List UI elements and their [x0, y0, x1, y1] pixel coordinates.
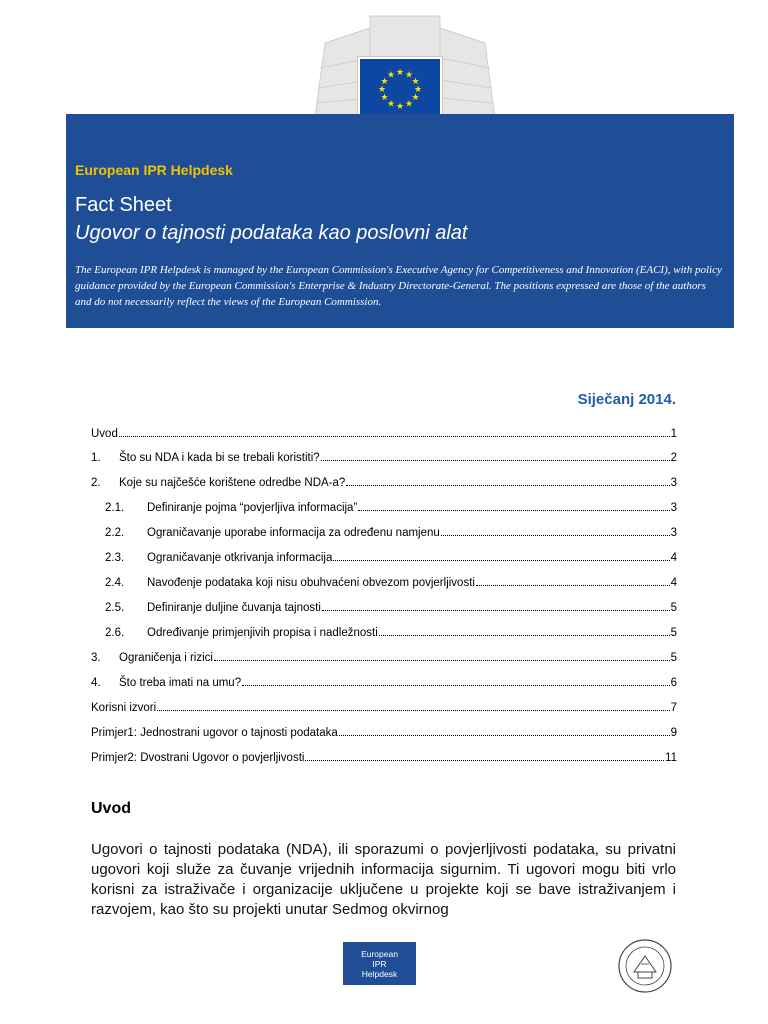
- toc-entry[interactable]: [91, 571, 677, 589]
- toc-page: 1: [670, 428, 677, 440]
- svg-text:★: ★: [395, 67, 405, 77]
- toc-leader: [321, 448, 670, 461]
- toc-leader: [358, 498, 669, 511]
- toc-page: 3: [670, 527, 677, 539]
- toc-entry[interactable]: [91, 696, 677, 714]
- toc-page: 4: [670, 552, 677, 564]
- toc-entry[interactable]: [91, 496, 677, 514]
- helpdesk-title: European IPR Helpdesk: [75, 162, 233, 178]
- toc-title: Koje su najčešće korištene odredbe NDA-a?: [119, 477, 346, 489]
- toc-page: 3: [670, 477, 677, 489]
- toc-number: 2.6.: [105, 627, 125, 639]
- toc-leader: [157, 698, 669, 711]
- toc-number: 2.2.: [105, 527, 125, 539]
- toc-leader: [339, 723, 670, 736]
- toc-entry[interactable]: [91, 521, 677, 539]
- toc-page: 2: [670, 452, 677, 464]
- toc-title: Što su NDA i kada bi se trebali koristiti?: [119, 452, 320, 464]
- toc-entry[interactable]: [91, 721, 677, 739]
- toc-entry[interactable]: [91, 446, 677, 464]
- toc-entry[interactable]: [91, 621, 677, 639]
- fact-sheet-subtitle: Ugovor o tajnosti podataka kao poslovni alat: [75, 222, 468, 244]
- toc-title: Ograničenja i rizici: [119, 652, 213, 664]
- toc-leader: [476, 573, 670, 586]
- toc-leader: [242, 673, 670, 686]
- toc-entry[interactable]: [91, 422, 677, 440]
- toc-number: 2.1.: [105, 502, 125, 514]
- toc-title: Primjer2: Dvostrani Ugovor o povjerljivosti: [91, 752, 305, 764]
- toc-entry[interactable]: [91, 671, 677, 689]
- svg-text:★: ★: [377, 84, 387, 94]
- toc-entry[interactable]: [91, 746, 677, 764]
- toc-leader: [305, 748, 664, 761]
- toc-title: Ograničavanje otkrivanja informacija: [147, 552, 333, 564]
- svg-text:★: ★: [404, 98, 414, 109]
- toc-page: 6: [670, 677, 677, 689]
- svg-text:★: ★: [413, 84, 423, 94]
- toc-page: 5: [670, 627, 677, 639]
- toc-title: Definiranje duljine čuvanja tajnosti: [147, 602, 321, 614]
- toc-number: 1.: [91, 452, 101, 464]
- intro-paragraph: Ugovori o tajnosti podataka (NDA), ili sporazumi o povjerljivosti podataka, su privatni ugovori koji služe za čuvanje vrijednih informacija sigurnim. Ti ugovori mogu biti vrlo korisni za istraživače i organizacije uključene u projekte koji se bave istraživanjem i razvojem, kao što su projekti unutar Sedmog okvirnog: [91, 841, 676, 918]
- toc-number: 2.4.: [105, 577, 125, 589]
- toc-title: Korisni izvori: [91, 702, 157, 714]
- toc-title: Definiranje pojma “povjerljiva informacija”: [147, 502, 358, 514]
- toc-number: 2.: [91, 477, 101, 489]
- ipr-helpdesk-badge: [343, 942, 416, 985]
- university-seal-icon: [616, 938, 674, 994]
- svg-text:★: ★: [386, 98, 396, 109]
- toc-leader: [119, 424, 670, 437]
- toc-page: 5: [670, 652, 677, 664]
- toc-leader: [346, 473, 669, 486]
- toc-leader: [333, 548, 669, 561]
- toc-entry[interactable]: [91, 546, 677, 564]
- toc-page: 3: [670, 502, 677, 514]
- toc-entry[interactable]: [91, 646, 677, 664]
- toc-title: Primjer1: Jednostrani ugovor o tajnosti podataka: [91, 727, 338, 739]
- toc-page: 7: [670, 702, 677, 714]
- fact-sheet-title: Fact Sheet: [75, 194, 172, 216]
- header-banner: [66, 114, 734, 328]
- toc-title: Ograničavanje uporabe informacija za određenu namjenu: [147, 527, 440, 539]
- toc-entry[interactable]: [91, 471, 677, 489]
- toc-entry[interactable]: [91, 596, 677, 614]
- toc-title: Određivanje primjenjivih propisa i nadležnosti: [147, 627, 378, 639]
- toc-page: 9: [670, 727, 677, 739]
- toc-page: 4: [670, 577, 677, 589]
- toc-page: 11: [665, 752, 677, 764]
- document-date: Siječanj 2014.: [577, 391, 676, 408]
- svg-text:★: ★: [386, 69, 396, 80]
- section-heading: Uvod: [91, 800, 131, 817]
- toc-title: Navođenje podataka koji nisu obuhvaćeni obvezom povjerljivosti: [147, 577, 475, 589]
- badge-line1: European: [361, 948, 398, 959]
- toc-number: 2.5.: [105, 602, 125, 614]
- svg-text:★: ★: [380, 92, 389, 102]
- toc-leader: [441, 523, 670, 536]
- toc-page: 5: [670, 602, 677, 614]
- badge-line3: Helpdesk: [361, 968, 398, 979]
- svg-text:★: ★: [380, 76, 389, 86]
- toc-number: 3.: [91, 652, 101, 664]
- eu-flag-icon: [360, 59, 440, 119]
- toc-title: Uvod: [91, 428, 118, 440]
- svg-text:★: ★: [404, 69, 414, 80]
- svg-text:★: ★: [411, 76, 420, 86]
- toc-number: 2.3.: [105, 552, 125, 564]
- svg-text:★: ★: [395, 101, 405, 111]
- toc-number: 4.: [91, 677, 101, 689]
- badge-line2: IPR: [372, 958, 387, 969]
- toc-leader: [322, 598, 670, 611]
- disclaimer-note: The European IPR Helpdesk is managed by the European Commission's Executive Agency for Competitiveness and Innovation (EACI), with policy guidance provided by the European Commission's Enterprise & Industry Directorate-General. The positions expressed are those of the authors and do not necessarily reflect the views of the European Commission.: [75, 264, 722, 308]
- toc-leader: [214, 648, 670, 661]
- svg-text:★: ★: [411, 92, 420, 102]
- toc-leader: [379, 623, 670, 636]
- toc-title: Što treba imati na umu?: [119, 677, 242, 689]
